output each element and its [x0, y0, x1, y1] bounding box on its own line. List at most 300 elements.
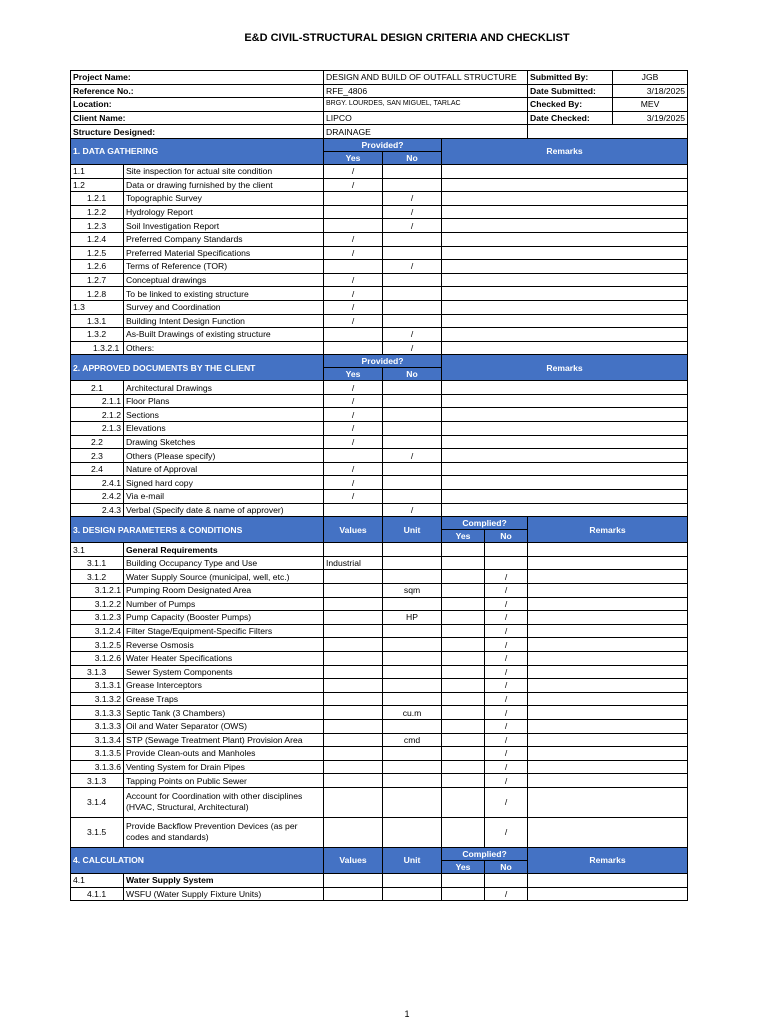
section4-row — [71, 887, 688, 901]
item-number: 1.2.8 — [71, 287, 124, 301]
unit-cell: sqm — [383, 584, 442, 598]
item-number: 3.1.2.6 — [71, 651, 124, 665]
unit-cell — [383, 665, 442, 679]
complied-yes-cell — [442, 597, 485, 611]
value-cell: Industrial — [324, 556, 383, 570]
section1-row — [71, 205, 688, 219]
item-number: 3.1.5 — [71, 817, 124, 847]
remarks-cell — [528, 651, 688, 665]
provided-no-cell: / — [383, 503, 442, 517]
complied-no-cell — [485, 556, 528, 570]
section1-row — [71, 300, 688, 314]
provided-yes-cell: / — [324, 246, 383, 260]
checked-by-value: MEV — [613, 98, 688, 112]
page-number: 1 — [404, 1009, 410, 1019]
provided-no-cell: / — [383, 219, 442, 233]
provided-no-cell: / — [383, 260, 442, 274]
remarks-cell — [442, 314, 688, 328]
item-number: 1.2.3 — [71, 219, 124, 233]
item-number: 2.4.2 — [71, 490, 124, 504]
item-description: Architectural Drawings — [124, 381, 324, 395]
section4-row — [71, 873, 688, 887]
unit-cell — [383, 556, 442, 570]
header-row-structure — [71, 125, 688, 139]
item-number: 3.1.3 — [71, 665, 124, 679]
complied-yes-cell — [442, 679, 485, 693]
section2-header-row — [71, 355, 688, 368]
unit-cell — [383, 651, 442, 665]
remarks-cell — [528, 787, 688, 817]
remarks-cell — [442, 273, 688, 287]
provided-yes-cell: / — [324, 287, 383, 301]
section1-row — [71, 328, 688, 342]
provided-yes-cell — [324, 449, 383, 463]
item-description: Filter Stage/Equipment-Specific Filters — [124, 624, 324, 638]
section3-row — [71, 543, 688, 557]
remarks-cell — [528, 760, 688, 774]
section1-title: 1. DATA GATHERING — [71, 138, 324, 164]
section3-row — [71, 760, 688, 774]
item-number: 2.1.3 — [71, 422, 124, 436]
unit-cell — [383, 692, 442, 706]
unit-cell — [383, 624, 442, 638]
item-description: Oil and Water Separator (OWS) — [124, 719, 324, 733]
section3-unit-header: Unit — [383, 517, 442, 543]
item-description: STP (Sewage Treatment Plant) Provision Area — [124, 733, 324, 747]
submitted-by-label: Submitted By: — [528, 71, 613, 85]
section2-row — [71, 462, 688, 476]
value-cell — [324, 584, 383, 598]
item-description: Hydrology Report — [124, 205, 324, 219]
section1-row — [71, 164, 688, 178]
unit-cell — [383, 747, 442, 761]
item-description: Conceptual drawings — [124, 273, 324, 287]
section3-row — [71, 733, 688, 747]
client-name-value: LIPCO — [324, 111, 528, 125]
section2-row — [71, 422, 688, 436]
complied-yes-cell — [442, 692, 485, 706]
value-cell — [324, 733, 383, 747]
remarks-cell — [442, 300, 688, 314]
section4-complied-header: Complied? — [442, 847, 528, 860]
reference-no-label: Reference No.: — [71, 84, 324, 98]
checked-by-label: Checked By: — [528, 98, 613, 112]
item-description: To be linked to existing structure — [124, 287, 324, 301]
item-number: 2.4 — [71, 462, 124, 476]
section2-row — [71, 408, 688, 422]
section2-yes-header: Yes — [324, 368, 383, 381]
section3-row — [71, 638, 688, 652]
section3-row — [71, 597, 688, 611]
remarks-cell — [528, 611, 688, 625]
item-description: Building Intent Design Function — [124, 314, 324, 328]
remarks-cell — [528, 624, 688, 638]
provided-no-cell — [383, 246, 442, 260]
value-cell — [324, 747, 383, 761]
section4-title: 4. CALCULATION — [71, 847, 324, 873]
remarks-cell — [528, 556, 688, 570]
item-description: Number of Pumps — [124, 597, 324, 611]
section3-complied-header: Complied? — [442, 517, 528, 530]
item-number: 1.2.4 — [71, 232, 124, 246]
unit-cell — [383, 760, 442, 774]
section3-title: 3. DESIGN PARAMETERS & CONDITIONS — [71, 517, 324, 543]
remarks-cell — [528, 817, 688, 847]
remarks-cell — [442, 422, 688, 436]
item-number: 3.1.2.5 — [71, 638, 124, 652]
remarks-cell — [442, 394, 688, 408]
complied-yes-cell — [442, 611, 485, 625]
section4-no-header: No — [485, 860, 528, 873]
item-description: WSFU (Water Supply Fixture Units) — [124, 887, 324, 901]
value-cell — [324, 679, 383, 693]
unit-cell: cmd — [383, 733, 442, 747]
item-number: 1.2.1 — [71, 192, 124, 206]
remarks-cell — [528, 774, 688, 788]
value-cell — [324, 597, 383, 611]
item-number: 3.1.2.4 — [71, 624, 124, 638]
remarks-cell — [442, 178, 688, 192]
remarks-cell — [442, 341, 688, 355]
item-description: Water Supply Source (municipal, well, etc.) — [124, 570, 324, 584]
complied-yes-cell — [442, 638, 485, 652]
complied-no-cell — [485, 543, 528, 557]
complied-no-cell: / — [485, 638, 528, 652]
section1-row — [71, 341, 688, 355]
section2-row — [71, 490, 688, 504]
item-description: General Requirements — [124, 543, 324, 557]
section3-row — [71, 817, 688, 847]
complied-yes-cell — [442, 747, 485, 761]
provided-yes-cell: / — [324, 394, 383, 408]
provided-yes-cell: / — [324, 435, 383, 449]
item-number: 3.1.3.4 — [71, 733, 124, 747]
section3-row — [71, 570, 688, 584]
item-description: Elevations — [124, 422, 324, 436]
provided-no-cell: / — [383, 449, 442, 463]
section4-yes-header: Yes — [442, 860, 485, 873]
remarks-cell — [442, 381, 688, 395]
section2-title: 2. APPROVED DOCUMENTS BY THE CLIENT — [71, 355, 324, 381]
item-number: 3.1.3.2 — [71, 692, 124, 706]
provided-yes-cell: / — [324, 164, 383, 178]
provided-no-cell — [383, 435, 442, 449]
item-number: 1.3.1 — [71, 314, 124, 328]
complied-yes-cell — [442, 651, 485, 665]
date-checked-label: Date Checked: — [528, 111, 613, 125]
unit-cell — [383, 679, 442, 693]
header-row-location — [71, 98, 688, 112]
value-cell — [324, 719, 383, 733]
remarks-cell — [528, 665, 688, 679]
complied-no-cell: / — [485, 597, 528, 611]
provided-no-cell — [383, 273, 442, 287]
provided-yes-cell — [324, 192, 383, 206]
section1-row — [71, 232, 688, 246]
section2-row — [71, 394, 688, 408]
complied-no-cell: / — [485, 774, 528, 788]
value-cell — [324, 638, 383, 652]
remarks-cell — [528, 692, 688, 706]
item-description: Soil Investigation Report — [124, 219, 324, 233]
section2-provided-header: Provided? — [324, 355, 442, 368]
item-description: Sewer System Components — [124, 665, 324, 679]
section3-row — [71, 624, 688, 638]
provided-yes-cell — [324, 219, 383, 233]
unit-cell — [383, 638, 442, 652]
item-description: Sections — [124, 408, 324, 422]
remarks-cell — [442, 490, 688, 504]
section1-row — [71, 246, 688, 260]
complied-no-cell: / — [485, 787, 528, 817]
section1-provided-header: Provided? — [324, 138, 442, 151]
value-cell — [324, 651, 383, 665]
complied-no-cell: / — [485, 733, 528, 747]
item-description: Terms of Reference (TOR) — [124, 260, 324, 274]
value-cell — [324, 760, 383, 774]
item-number: 3.1.3.5 — [71, 747, 124, 761]
complied-yes-cell — [442, 873, 485, 887]
provided-yes-cell: / — [324, 476, 383, 490]
provided-no-cell — [383, 490, 442, 504]
section3-row — [71, 719, 688, 733]
complied-no-cell: / — [485, 692, 528, 706]
remarks-cell — [528, 570, 688, 584]
complied-yes-cell — [442, 570, 485, 584]
section3-row — [71, 556, 688, 570]
provided-yes-cell: / — [324, 490, 383, 504]
remarks-cell — [528, 543, 688, 557]
item-number: 3.1.3.3 — [71, 719, 124, 733]
section1-row — [71, 314, 688, 328]
unit-cell — [383, 597, 442, 611]
provided-yes-cell: / — [324, 408, 383, 422]
item-description: Signed hard copy — [124, 476, 324, 490]
item-number: 2.4.1 — [71, 476, 124, 490]
complied-no-cell: / — [485, 887, 528, 901]
provided-no-cell — [383, 476, 442, 490]
item-number: 1.3.2.1 — [71, 341, 124, 355]
item-number: 3.1.3 — [71, 774, 124, 788]
section4-header-row — [71, 847, 688, 860]
complied-no-cell: / — [485, 584, 528, 598]
provided-yes-cell: / — [324, 462, 383, 476]
provided-yes-cell — [324, 328, 383, 342]
item-description: Pumping Room Designated Area — [124, 584, 324, 598]
reference-no-value: RFE_4806 — [324, 84, 528, 98]
header-row-project — [71, 71, 688, 85]
unit-cell — [383, 719, 442, 733]
provided-no-cell — [383, 394, 442, 408]
value-cell — [324, 611, 383, 625]
item-number: 1.2.2 — [71, 205, 124, 219]
complied-yes-cell — [442, 543, 485, 557]
value-cell — [324, 817, 383, 847]
remarks-cell — [442, 435, 688, 449]
structure-blank — [528, 125, 688, 139]
section1-yes-header: Yes — [324, 151, 383, 164]
section1-row — [71, 273, 688, 287]
section3-row — [71, 584, 688, 598]
remarks-cell — [528, 584, 688, 598]
section3-values-header: Values — [324, 517, 383, 543]
item-number: 3.1.4 — [71, 787, 124, 817]
provided-yes-cell — [324, 205, 383, 219]
item-description: Building Occupancy Type and Use — [124, 556, 324, 570]
complied-yes-cell — [442, 787, 485, 817]
item-number: 2.2 — [71, 435, 124, 449]
remarks-cell — [528, 706, 688, 720]
item-number: 3.1.2.2 — [71, 597, 124, 611]
complied-no-cell: / — [485, 624, 528, 638]
remarks-cell — [442, 164, 688, 178]
item-number: 1.3.2 — [71, 328, 124, 342]
section2-row — [71, 435, 688, 449]
section3-row — [71, 787, 688, 817]
project-name-value: DESIGN AND BUILD OF OUTFALL STRUCTURE — [324, 71, 528, 85]
item-number: 1.2.6 — [71, 260, 124, 274]
complied-no-cell: / — [485, 570, 528, 584]
remarks-cell — [442, 462, 688, 476]
complied-no-cell — [485, 873, 528, 887]
remarks-cell — [442, 192, 688, 206]
unit-cell — [383, 787, 442, 817]
provided-no-cell — [383, 408, 442, 422]
provided-yes-cell — [324, 260, 383, 274]
section3-row — [71, 665, 688, 679]
item-description: Water Supply System — [124, 873, 324, 887]
section1-remarks-header: Remarks — [442, 138, 688, 164]
remarks-cell — [442, 246, 688, 260]
remarks-cell — [442, 408, 688, 422]
unit-cell — [383, 543, 442, 557]
remarks-cell — [442, 503, 688, 517]
section4-unit-header: Unit — [383, 847, 442, 873]
provided-yes-cell: / — [324, 300, 383, 314]
item-description: Provide Clean-outs and Manholes — [124, 747, 324, 761]
remarks-cell — [442, 287, 688, 301]
client-name-label: Client Name: — [71, 111, 324, 125]
item-description: Tapping Points on Public Sewer — [124, 774, 324, 788]
section1-row — [71, 178, 688, 192]
remarks-cell — [442, 476, 688, 490]
section1-row — [71, 192, 688, 206]
complied-no-cell: / — [485, 719, 528, 733]
complied-yes-cell — [442, 887, 485, 901]
item-number: 3.1.3.3 — [71, 706, 124, 720]
value-cell — [324, 873, 383, 887]
complied-yes-cell — [442, 760, 485, 774]
item-number: 3.1.2.1 — [71, 584, 124, 598]
value-cell — [324, 570, 383, 584]
complied-no-cell: / — [485, 747, 528, 761]
section4-remarks-header: Remarks — [528, 847, 688, 873]
complied-no-cell: / — [485, 611, 528, 625]
section3-row — [71, 692, 688, 706]
section3-header-row — [71, 517, 688, 530]
complied-yes-cell — [442, 817, 485, 847]
remarks-cell — [528, 638, 688, 652]
remarks-cell — [442, 260, 688, 274]
unit-cell — [383, 887, 442, 901]
item-number: 2.4.3 — [71, 503, 124, 517]
date-submitted-label: Date Submitted: — [528, 84, 613, 98]
remarks-cell — [442, 449, 688, 463]
header-row-reference — [71, 84, 688, 98]
provided-no-cell: / — [383, 341, 442, 355]
section3-yes-header: Yes — [442, 530, 485, 543]
value-cell — [324, 692, 383, 706]
item-description: Site inspection for actual site condition — [124, 164, 324, 178]
item-description: Reverse Osmosis — [124, 638, 324, 652]
complied-no-cell: / — [485, 817, 528, 847]
provided-yes-cell — [324, 341, 383, 355]
provided-no-cell — [383, 164, 442, 178]
item-number: 1.1 — [71, 164, 124, 178]
item-description: Preferred Company Standards — [124, 232, 324, 246]
section1-row — [71, 219, 688, 233]
complied-yes-cell — [442, 556, 485, 570]
section1-row — [71, 260, 688, 274]
item-description: Water Heater Specifications — [124, 651, 324, 665]
value-cell — [324, 543, 383, 557]
provided-no-cell: / — [383, 328, 442, 342]
complied-yes-cell — [442, 719, 485, 733]
item-number: 3.1.3.6 — [71, 760, 124, 774]
checklist-table — [70, 70, 688, 901]
item-description: Pump Capacity (Booster Pumps) — [124, 611, 324, 625]
item-number: 1.3 — [71, 300, 124, 314]
complied-yes-cell — [442, 624, 485, 638]
remarks-cell — [528, 597, 688, 611]
item-number: 2.1.1 — [71, 394, 124, 408]
complied-yes-cell — [442, 733, 485, 747]
provided-no-cell: / — [383, 205, 442, 219]
remarks-cell — [442, 205, 688, 219]
location-value: BRGY. LOURDES, SAN MIGUEL, TARLAC — [324, 98, 528, 112]
provided-no-cell — [383, 314, 442, 328]
unit-cell: cu.m — [383, 706, 442, 720]
date-submitted-value: 3/18/2025 — [613, 84, 688, 98]
provided-yes-cell: / — [324, 273, 383, 287]
item-description: Grease Traps — [124, 692, 324, 706]
provided-no-cell — [383, 232, 442, 246]
provided-no-cell — [383, 178, 442, 192]
structure-value: DRAINAGE — [324, 125, 528, 139]
item-description: Provide Backflow Prevention Devices (as per codes and standards) — [124, 817, 324, 847]
item-description: Data or drawing furnished by the client — [124, 178, 324, 192]
item-number: 3.1.2.3 — [71, 611, 124, 625]
remarks-cell — [442, 328, 688, 342]
section3-row — [71, 611, 688, 625]
remarks-cell — [528, 747, 688, 761]
date-checked-value: 3/19/2025 — [613, 111, 688, 125]
remarks-cell — [528, 719, 688, 733]
provided-no-cell — [383, 287, 442, 301]
item-description: Drawing Sketches — [124, 435, 324, 449]
value-cell — [324, 665, 383, 679]
item-number: 1.2 — [71, 178, 124, 192]
unit-cell — [383, 873, 442, 887]
unit-cell — [383, 570, 442, 584]
item-description: Others: — [124, 341, 324, 355]
section2-row — [71, 503, 688, 517]
remarks-cell — [442, 232, 688, 246]
remarks-cell — [528, 679, 688, 693]
item-description: Survey and Coordination — [124, 300, 324, 314]
complied-yes-cell — [442, 584, 485, 598]
provided-yes-cell: / — [324, 314, 383, 328]
